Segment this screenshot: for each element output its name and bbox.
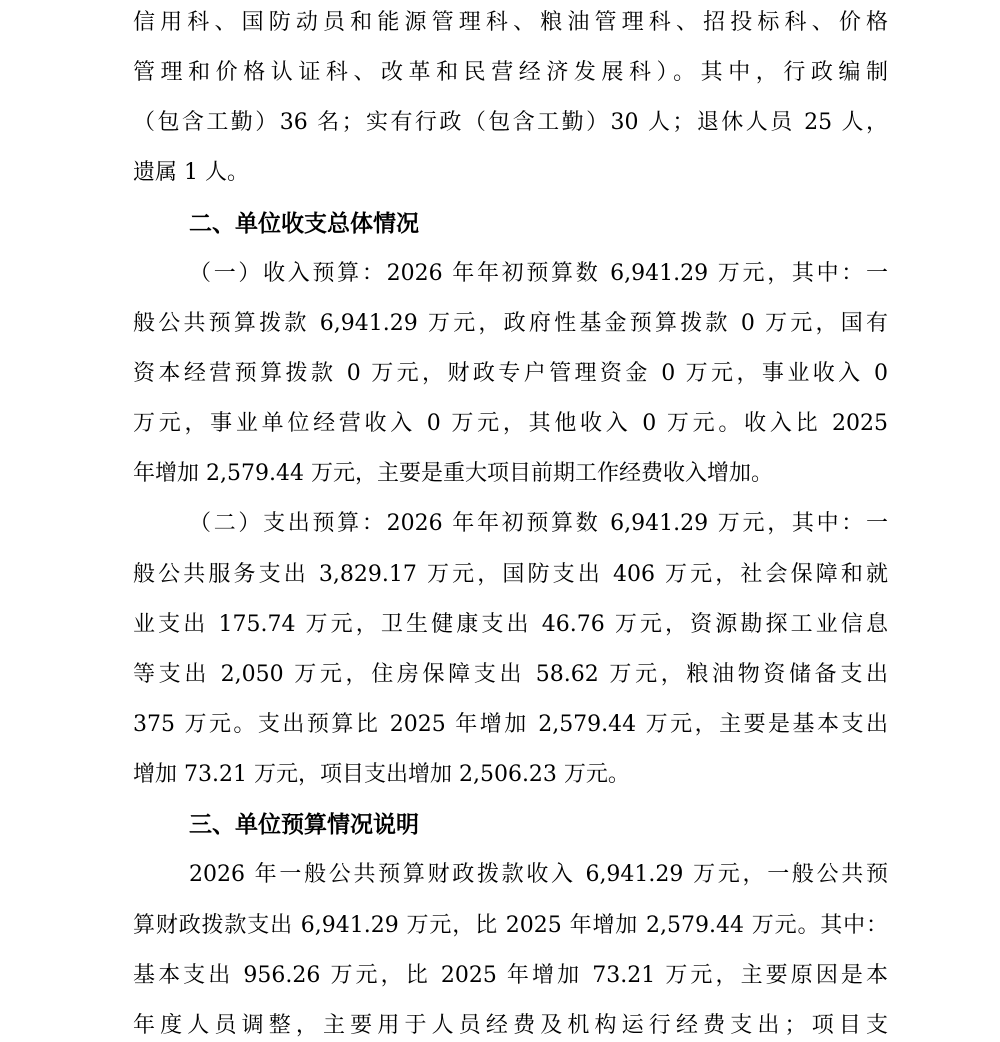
text-line: 遗属 1 人。 — [133, 160, 249, 186]
text-line: 算财政拨款支出 6,941.29 万元，比 2025 年增加 2,579.44 万元。其中： — [133, 912, 888, 938]
text-line: 信用科、国防动员和能源管理科、粮油管理科、招投标科、价格 — [133, 10, 888, 35]
text-line: 般公共服务支出 3,829.17 万元，国防支出 406 万元，社会保障和就 — [133, 561, 888, 587]
text-line: （一）收入预算：2026 年年初预算数 6,941.29 万元，其中：一 — [189, 260, 888, 286]
text-line: 业支出 175.74 万元，卫生健康支出 46.76 万元，资源勘探工业信息 — [133, 611, 888, 637]
text-line: 万元，事业单位经营收入 0 万元，其他收入 0 万元。收入比 2025 — [133, 411, 888, 437]
document-body — [133, 0, 888, 1042]
text-line: 资本经营预算拨款 0 万元，财政专户管理资金 0 万元，事业收入 0 — [133, 360, 888, 386]
text-line: 年增加 2,579.44 万元，主要是重大项目前期工作经费收入增加。 — [133, 461, 773, 487]
text-line: 般公共预算拨款 6,941.29 万元，政府性基金预算拨款 0 万元，国有 — [133, 310, 888, 336]
text-line: 2026 年一般公共预算财政拨款收入 6,941.29 万元，一般公共预 — [189, 862, 888, 888]
section-heading-income-expense-overview: 二、单位收支总体情况 — [189, 210, 419, 237]
section-heading-budget-explanation: 三、单位预算情况说明 — [189, 812, 419, 839]
text-line: 管理和价格认证科、改革和民营经济发展科）。其中，行政编制 — [133, 60, 888, 86]
text-line: （二）支出预算：2026 年年初预算数 6,941.29 万元，其中：一 — [189, 511, 888, 537]
text-line: 基本支出 956.26 万元，比 2025 年增加 73.21 万元，主要原因是本 — [133, 962, 888, 988]
text-line: 增加 73.21 万元，项目支出增加 2,506.23 万元。 — [133, 762, 630, 788]
text-line: 年度人员调整，主要用于人员经费及机构运行经费支出；项目支 — [133, 1012, 888, 1038]
text-line: 等支出 2,050 万元，住房保障支出 58.62 万元，粮油物资储备支出 — [133, 661, 888, 687]
text-line: 375 万元。支出预算比 2025 年增加 2,579.44 万元，主要是基本支出 — [133, 711, 888, 737]
text-line: （包含工勤）36 名；实有行政（包含工勤）30 人；退休人员 25 人， — [133, 110, 888, 136]
